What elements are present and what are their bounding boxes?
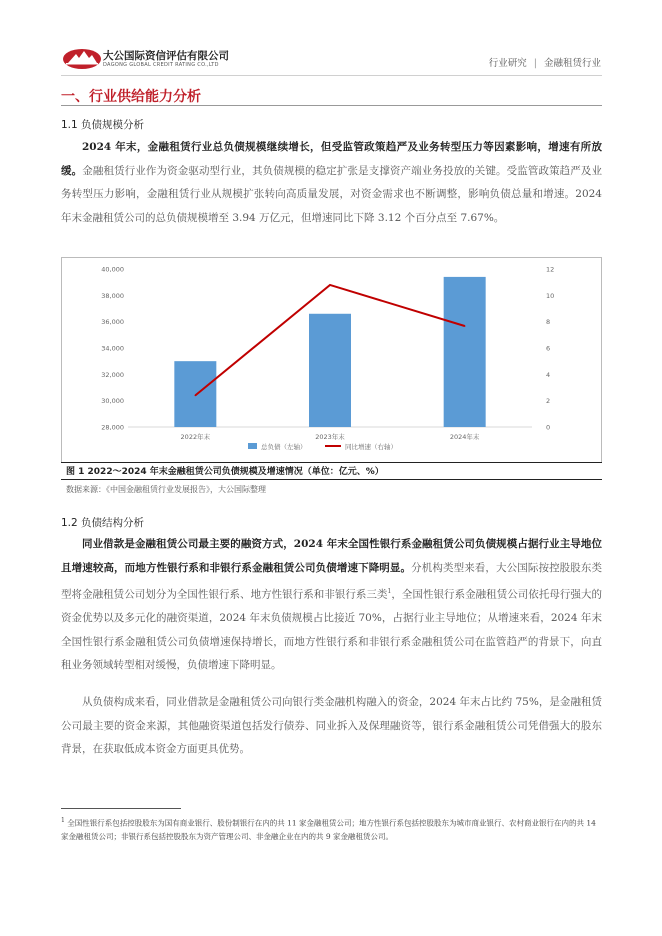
- paragraph-2: [61, 533, 602, 678]
- legend-label-line: 同比增速（右轴）: [345, 443, 397, 451]
- paragraph-1-text: 金融租赁行业作为资金驱动型行业，其负债规模的稳定扩张是支撑资产端业务投放的关键。受监管政策趋严及业务转型压力影响，金融租赁行业从规模扩张转向高质量发展，对资金需求也不断调整，影响负债总量和增速。2024 年末金融租赁公司的总负债规模增至 3.94 万亿元，但增速同比下降 3.12 个百分点至 7.67%。: [61, 164, 603, 224]
- right-tick-label: 0: [546, 423, 551, 432]
- figure-caption: 图 1 2022～2024 年末金融租赁公司负债规模及增速情况（单位：亿元、%）: [61, 462, 602, 480]
- right-tick-label: 8: [546, 318, 551, 327]
- paragraph-2-text-a: 分机构类型来看，大公国际按控股股东类型将金融租赁公司划分为全国性银行系、地方性银行系和非银行系三类: [61, 561, 603, 601]
- right-tick-label: 2: [546, 397, 551, 406]
- paragraph-1: [61, 136, 602, 230]
- line-point: [464, 325, 466, 327]
- x-tick-label: 2023年末: [315, 433, 345, 441]
- line-point: [329, 284, 331, 286]
- header-separator: |: [533, 58, 537, 69]
- footnote-text: 全国性银行系包括控股股东为国有商业银行、股份制银行在内的共 11 家金融租赁公司；地方性银行系包括控股股东为城市商业银行、农村商业银行在内的共 14 家金融租赁公司；非银行系包括控股股东为资产管理公司、非金融企业在内的共 9 家金融租赁公司。: [61, 818, 596, 841]
- page-header: [0, 0, 662, 80]
- paragraph-2-bold: 同业借款是金融租赁公司最主要的融资方式，2024 年末全国性银行系金融租赁公司负债规模占据行业主导地位且增速较高，而地方性银行系和非银行系金融租赁公司负债增速下降明显。: [61, 538, 602, 574]
- left-tick-label: 34,000: [101, 344, 124, 353]
- legend-label-bar: 总负债（左轴）: [261, 443, 307, 451]
- right-tick-label: 4: [546, 370, 551, 379]
- header-tag-industry: 金融租赁行业: [543, 58, 601, 69]
- right-tick-label: 6: [546, 344, 551, 353]
- footnote: [61, 814, 602, 843]
- footnote-ref: 1: [387, 588, 392, 595]
- bar-total-liability: [444, 277, 486, 427]
- x-tick-label: 2024年末: [449, 433, 480, 441]
- bar-total-liability: [174, 361, 216, 427]
- paragraph-3: 从负债构成来看，同业借款是金融租赁公司向银行类金融机构融入的资金，2024 年末占比约 75%，是金融租赁公司最主要的资金来源，其他融资渠道包括发行债券、同业拆入及保理融资等，银行系金融租赁公司凭借强大的股东背景，在获取低成本资金方面更具优势。: [61, 696, 602, 755]
- bar-total-liability: [309, 314, 351, 427]
- left-tick-label: 40,000: [101, 265, 124, 274]
- liability-chart: [61, 257, 602, 463]
- section-divider: [61, 105, 602, 106]
- right-tick-label: 12: [546, 265, 555, 274]
- header-tags: [489, 55, 601, 69]
- paragraph-1-bold: 2024 年末，金融租赁行业总负债规模继续增长，但受监管政策趋严及业务转型压力等因素影响，增速有所放缓。: [61, 141, 602, 177]
- line-point: [195, 395, 197, 397]
- paragraph-2-text-b: ，全国性银行系金融租赁公司依托母行强大的资金优势以及多元化的融资渠道，2024 年末负债规模占比接近 70%，占据行业主导地位；从增速来看，2024 年末全国性银行系金融租赁公司负债增速保持增长，而地方性银行系和非银行系金融租赁公司在监管趋严的背景下，向直租业务领域转型相对缓慢，负债增速下降明显。: [61, 588, 602, 671]
- footnote-mark: 1: [61, 817, 65, 824]
- legend-swatch-bar: [248, 443, 257, 449]
- left-tick-label: 28,000: [101, 423, 124, 432]
- left-tick-label: 38,000: [101, 291, 124, 300]
- figure-source: 数据来源：《中国金融租赁行业发展报告》，大公国际整理: [66, 485, 266, 494]
- right-tick-label: 10: [546, 291, 555, 300]
- left-tick-label: 30,000: [101, 397, 124, 406]
- subsection-heading-1: 1.1 负债规模分析: [61, 119, 145, 131]
- brand-name-cn: 大公国际资信评估有限公司: [103, 50, 229, 62]
- chart-svg: [62, 258, 601, 462]
- footnote-divider: [61, 808, 181, 809]
- x-tick-label: 2022年末: [180, 433, 211, 441]
- left-tick-label: 32,000: [101, 370, 124, 379]
- left-tick-label: 36,000: [101, 318, 124, 327]
- header-divider: [61, 75, 602, 76]
- dagong-logo-icon: [62, 48, 102, 70]
- subsection-heading-2: 1.2 负债结构分析: [61, 517, 145, 529]
- section-title: 一、行业供给能力分析: [61, 89, 201, 105]
- header-tag-research: 行业研究: [488, 58, 527, 69]
- brand-name-en: DAGONG GLOBAL CREDIT RATING CO.,LTD: [103, 62, 219, 68]
